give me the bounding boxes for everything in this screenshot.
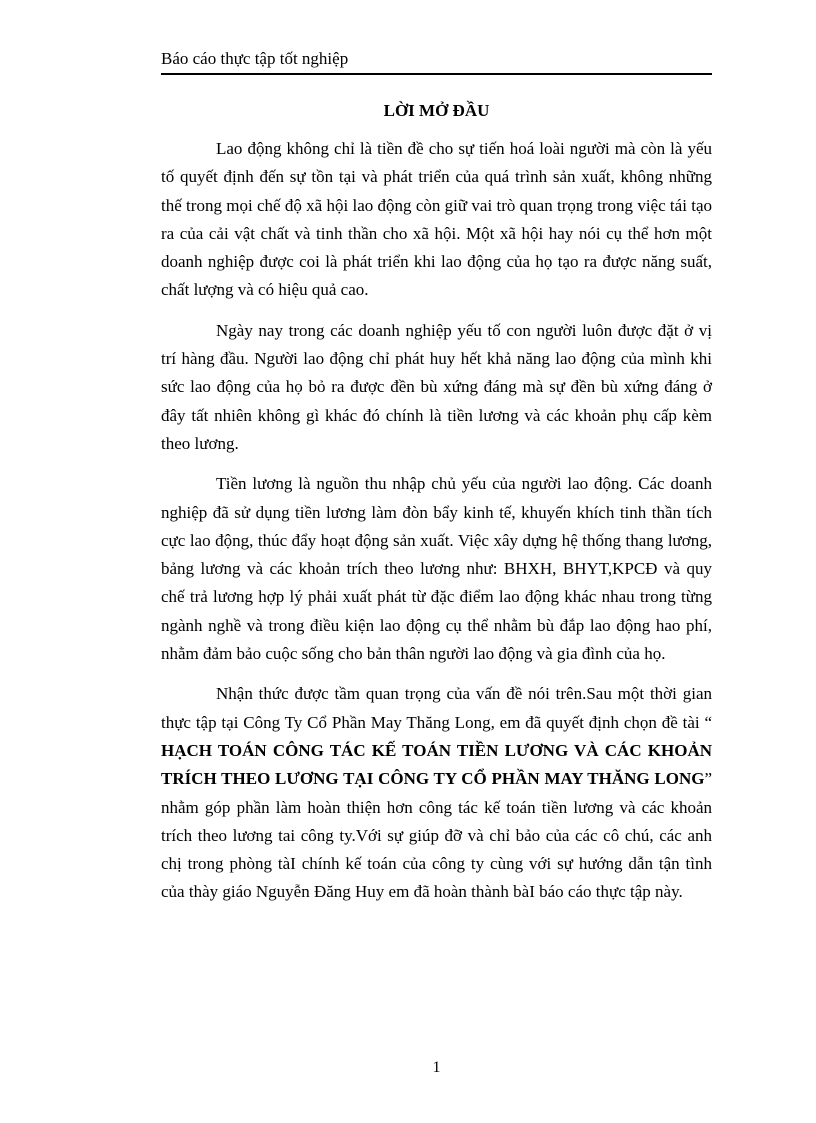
document-body: [161, 135, 712, 919]
running-header: [161, 46, 712, 75]
paragraph-3: Tiền lương là nguồn thu nhập chủ yếu của người lao động. Các doanh nghiệp đã sử dụng tiền lương làm đòn bẩy kinh tế, khuyến khích tinh thần tích cực lao động, thúc đẩy hoạt động sản xuất. Việc xây dựng hệ thống thang lương, bảng lương và các khoản trích theo lương như: BHXH, BHYT,KPCĐ và quy chế trả lương hợp lý phải xuất phát từ đặc điểm lao động khác nhau trong từng ngành nghề và trong điều kiện lao động cụ thể nhằm bù đắp lao động hao phí, nhằm đảm bảo cuộc sống cho bản thân người lao động và gia đình của họ.: [161, 474, 712, 664]
paragraph-4: [161, 680, 712, 906]
paragraph-2: Ngày nay trong các doanh nghiệp yếu tố con người luôn được đặt ở vị trí hàng đầu. Người lao động chỉ phát huy hết khả năng lao động của mình khi sức lao động của họ bỏ ra được đền bù xứng đáng mà sự đền bù xứng đáng ở đây tất nhiên không gì khác đó chính là tiền lương và các khoản phụ cấp kèm theo lương.: [161, 320, 712, 453]
page-heading: LỜI MỞ ĐẦU: [383, 101, 490, 120]
header-title: Báo cáo thực tập tốt nghiệp: [161, 49, 349, 68]
paragraph-4-outro: ” nhằm góp phần làm hoàn thiện hơn công tác kế toán tiền lương và các khoản trích theo lương tai công ty.Với sự giúp đỡ và chỉ bảo của các cô chú, các anh chị trong phòng tàI chính kế toán của công ty cùng với sự hướng dẫn tận tình của thày giáo Nguyễn Đăng Huy em đã hoàn thành bàI báo cáo thực tập này.: [161, 769, 712, 902]
page-number: 1: [432, 1059, 441, 1076]
paragraph-1: Lao động không chỉ là tiền đề cho sự tiến hoá loài người mà còn là yếu tố quyết định đến sự tồn tại và phát triển của quá trình sản xuất, không những thế trong mọi chế độ xã hội lao động còn giữ vai trò quan trọng trong việc tái tạo ra của cải vật chất và tinh thần cho xã hội. Một xã hội hay nói cụ thể hơn một doanh nghiệp được coi là phát triển khi lao động của họ tạo ra được năng suất, chất lượng và có hiệu quả cao.: [161, 139, 712, 300]
paragraph-4-intro: Nhận thức được tầm quan trọng của vấn đề nói trên.Sau một thời gian thực tập tại Công Ty Cổ Phần May Thăng Long, em đã quyết định chọn đề tài “: [161, 684, 712, 732]
paragraph-4-topic: HẠCH TOÁN CÔNG TÁC KẾ TOÁN TIỀN LƯƠNG VÀ CÁC KHOẢN TRÍCH THEO LƯƠNG TẠI CÔNG TY CỔ PHẦN MAY THĂNG LONG: [161, 740, 712, 789]
